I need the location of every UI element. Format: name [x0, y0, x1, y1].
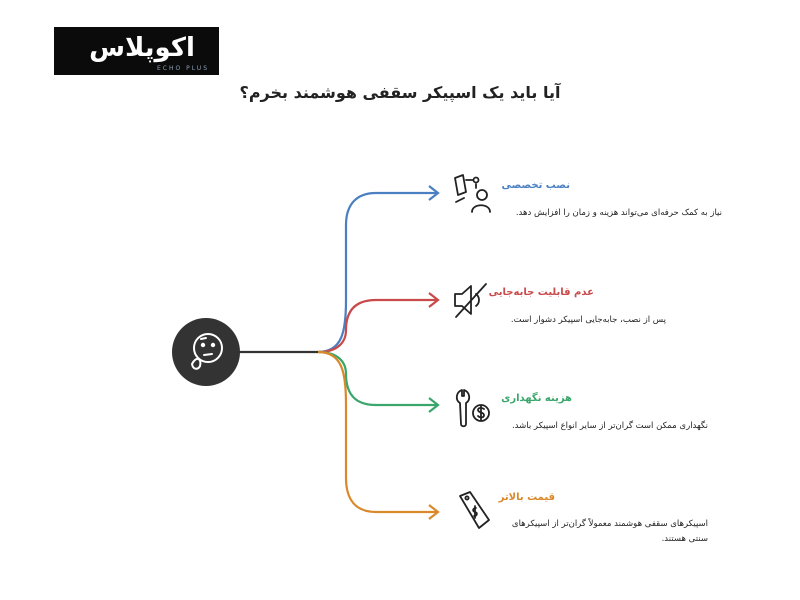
branch-line-installation — [318, 193, 438, 352]
branch-label-maintenance: هزینه نگهداری — [501, 393, 572, 404]
branch-desc-price: اسپیکرهای سقفی هوشمند معمولاً گران‌تر از اسپیکرهای سنتی هستند. — [511, 519, 708, 544]
branch-line-price — [318, 352, 438, 512]
branch-label-portability: عدم قابلیت جابه‌جایی — [488, 287, 594, 298]
branch-desc-portability: پس از نصب، جابه‌جایی اسپیکر دشوار است. — [510, 315, 666, 325]
branch-desc-maintenance: نگهداری ممکن است گران‌تر از سایر انواع اسپیکر باشد. — [511, 421, 708, 431]
center-node — [172, 318, 240, 386]
logo-subtitle: ECHO PLUS — [157, 65, 209, 72]
muted-speaker-icon — [455, 284, 486, 317]
wrench-coin-icon — [457, 390, 489, 426]
logo-text: اکوپلاس — [89, 33, 195, 63]
branch-label-price: قیمت بالاتر — [498, 492, 555, 503]
branch-label-installation: نصب تخصصی — [501, 180, 570, 191]
page-title: آیا باید یک اسپیکر سقفی هوشمند بخرم؟ — [239, 83, 561, 102]
installer-tools-icon — [455, 175, 490, 212]
price-tag-icon — [460, 492, 489, 528]
branch-desc-installation: نیاز به کمک حرفه‌ای می‌تواند هزینه و زمان را افزایش دهد. — [515, 208, 722, 218]
